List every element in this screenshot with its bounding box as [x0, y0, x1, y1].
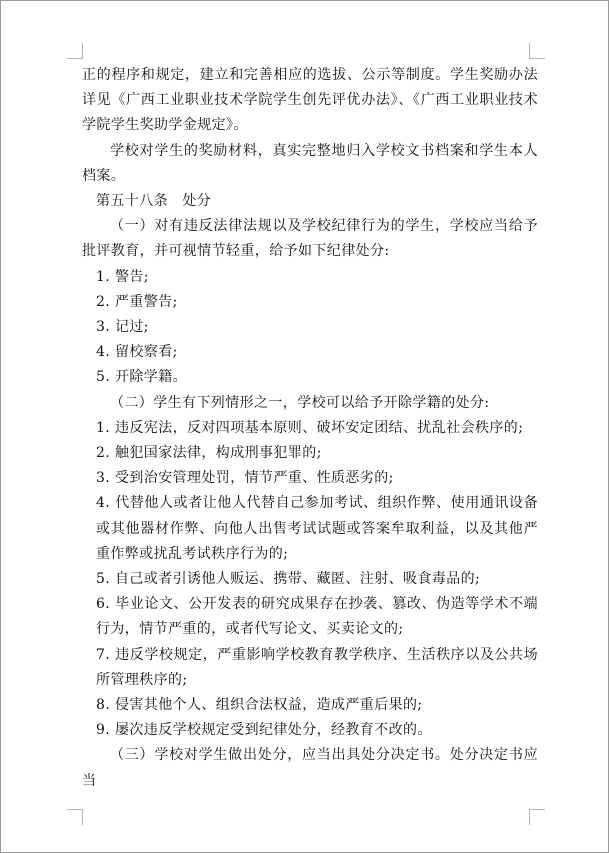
crop-mark-bottom-right [529, 809, 545, 825]
penalty-item: 5. 开除学籍。 [96, 369, 188, 386]
paragraph-reward-procedures: 正的程序和规定，建立和完善相应的选拔、公示等制度。学生奖励办法详见《广西工业职业技术学院学生创先评优办法》、《广西工业职业技术学院学生奖助学金规定》。 [82, 67, 538, 134]
expulsion-case-item: 3. 受到治安管理处罚，情节严重、性质恶劣的; [96, 470, 394, 487]
expulsion-case-item: 2. 触犯国家法律，构成刑事犯罪的; [96, 445, 322, 462]
article-58-heading: 第五十八条 处分 [96, 193, 212, 210]
crop-mark-bottom-left [67, 809, 83, 825]
crop-mark-top-right [529, 43, 545, 59]
paragraph-reward-archiving: 学校对学生的奖励材料，真实完整地归入学校文书档案和学生本人档案。 [82, 142, 538, 184]
section-2-intro: （二）学生有下列情形之一，学校可以给予开除学籍的处分: [110, 394, 490, 411]
penalty-item: 1. 警告; [96, 268, 149, 285]
section-3-intro: （三）学校对学生做出处分，应当出具处分决定书。处分决定书应当 [82, 747, 538, 789]
expulsion-case-item: 8. 侵害其他个人、组织合法权益，造成严重后果的; [96, 697, 423, 714]
penalty-item: 4. 留校察看; [96, 344, 178, 361]
expulsion-case-item: 5. 自己或者引诱他人贩运、携带、藏匿、注射、吸食毒品的; [96, 571, 481, 588]
penalty-item: 2. 严重警告; [96, 293, 178, 310]
expulsion-case-item: 4. 代替他人或者让他人代替自己参加考试、组织作弊、使用通讯设备或其他器材作弊、向他人出售考试试题或答案牟取利益，以及其他严重作弊或扰乱考试秩序行为的; [96, 495, 538, 562]
document-body [82, 63, 538, 794]
expulsion-case-item: 7. 违反学校规定，严重影响学校教育教学秩序、生活秩序以及公共场所管理秩序的; [96, 646, 538, 688]
section-1-intro: （一）对有违反法律法规以及学校纪律行为的学生，学校应当给予批评教育，并可视情节轻重，给予如下纪律处分: [82, 218, 538, 260]
crop-mark-top-left [67, 43, 83, 59]
expulsion-case-item: 9. 屡次违反学校规定受到纪律处分，经教育不改的。 [96, 722, 432, 739]
expulsion-case-item: 1. 违反宪法，反对四项基本原则、破坏安定团结、扰乱社会秩序的; [96, 419, 524, 436]
expulsion-case-item: 6. 毕业论文、公开发表的研究成果存在抄袭、篡改、伪造等学术不端行为，情节严重的，或者代写论文、买卖论文的; [96, 596, 538, 638]
penalty-item: 3. 记过; [96, 319, 149, 336]
